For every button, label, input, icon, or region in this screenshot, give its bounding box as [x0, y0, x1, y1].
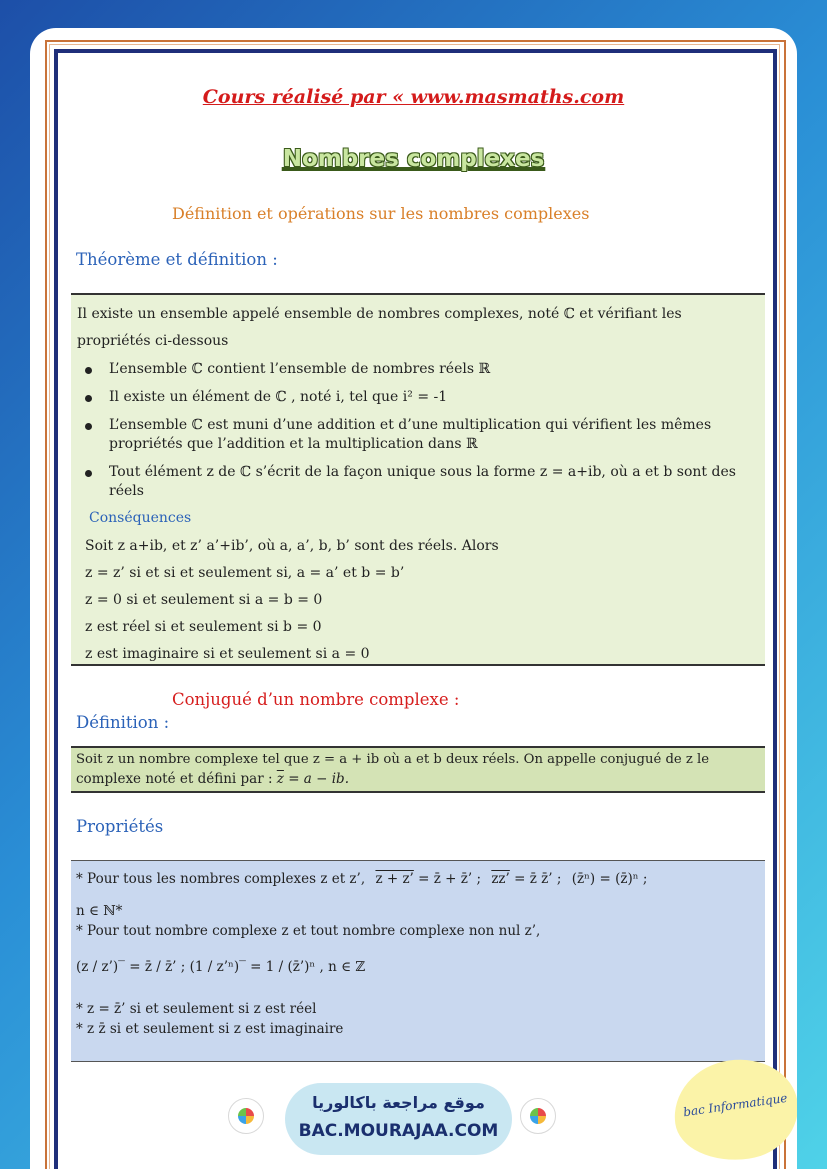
bullet-dot: [85, 395, 92, 402]
consequences-label: Conséquences: [89, 510, 192, 526]
properties-heading: Propriétés: [76, 817, 164, 836]
conjugate-product: zz’: [491, 871, 510, 887]
conjugate-power: (z̄ⁿ) = (z̄)ⁿ ;: [571, 871, 648, 887]
subtitle: Définition et opérations sur les nombres complexes: [172, 204, 590, 223]
theorem-bullet: Tout élément z de ℂ s’écrit de la façon unique sous la forme z = a+ib, où a et b sont des: [109, 464, 736, 480]
consequence-line: Soit z a+ib, et z’ a’+ib’, où a, a’, b, b’ sont des réels. Alors: [85, 538, 499, 554]
theorem-heading: Théorème et définition :: [76, 250, 278, 269]
page-sheet: [30, 28, 797, 1169]
bullet-dot: [85, 423, 92, 430]
property-line1: [76, 871, 647, 887]
definition-box: [71, 746, 765, 793]
property-line6: * z z̄ si et seulement si z est imaginaire: [76, 1021, 344, 1037]
site-logo-icon: [228, 1098, 264, 1134]
site-logo-icon: [520, 1098, 556, 1134]
theorem-bullet: Il existe un élément de ℂ , noté i, tel que i² = -1: [109, 389, 448, 405]
bullet-dot: [85, 470, 92, 477]
property-line5: * z = z̄’ si et seulement si z est réel: [76, 1001, 317, 1017]
theorem-intro-line1: Il existe un ensemble appelé ensemble de nombres complexes, noté ℂ et vérifiant les: [77, 306, 682, 322]
consequence-line: z est réel si et seulement si b = 0: [85, 619, 322, 635]
definition-formula: = a − ib.: [283, 771, 349, 787]
theorem-intro-line2: propriétés ci-dessous: [77, 333, 229, 349]
consequence-line: z est imaginaire si et seulement si a = 0: [85, 646, 370, 662]
conjugate-sum: z + z’: [375, 871, 414, 887]
author-link[interactable]: Cours réalisé par « www.masmaths.com: [202, 86, 625, 108]
bullet-dot: [85, 367, 92, 374]
footer-site-link[interactable]: BAC.MOURAJAA.COM: [298, 1121, 499, 1141]
conjugate-sum-result: = z̄ + z̄’ ;: [418, 871, 482, 887]
conjugate-symbol: $\overline{z}$: [276, 771, 284, 787]
theorem-bullet: L’ensemble ℂ est muni d’une addition et d’une multiplication qui vérifient les mêmes: [109, 417, 712, 433]
consequence-line: z = z’ si et si et seulement si, a = a’ et b = b’: [85, 565, 405, 581]
footer-site-badge[interactable]: [285, 1083, 512, 1155]
consequence-line: z = 0 si et seulement si a = b = 0: [85, 592, 323, 608]
conjugate-heading: Conjugué d’un nombre complexe :: [172, 690, 460, 709]
definition-line1: Soit z un nombre complexe tel que z = a + ib où a et b deux réels. On appelle conjugué de z le: [76, 752, 710, 767]
definition-text: complexe noté et défini par :: [76, 771, 277, 787]
badge-text: bac Informatique: [682, 1090, 789, 1120]
property-text: * Pour tous les nombres complexes z et z’,: [76, 871, 366, 887]
theorem-bullet-cont: propriétés que l’addition et la multiplication dans ℝ: [109, 436, 478, 452]
theorem-bullet-cont: réels: [109, 483, 144, 499]
definition-line2: [76, 771, 349, 787]
property-line4: (z / z’)‾ = z̄ / z̄’ ; (1 / z’ⁿ)‾ = 1 / (z̄’)ⁿ , n ∈ ℤ: [76, 959, 366, 975]
theorem-bullet: L’ensemble ℂ contient l’ensemble de nombres réels ℝ: [109, 361, 491, 377]
page-title: Nombres complexes: [282, 146, 545, 172]
conjugate-product-result: = z̄ z̄’ ;: [514, 871, 562, 887]
property-line2: n ∈ ℕ*: [76, 903, 123, 919]
footer-arabic-text: موقع مراجعة باكالوريا: [312, 1093, 485, 1112]
properties-box: [71, 860, 765, 1062]
property-line3: * Pour tout nombre complexe z et tout nombre complexe non nul z’,: [76, 923, 541, 939]
definition-heading: Définition :: [76, 713, 170, 732]
theorem-box: [71, 293, 765, 666]
